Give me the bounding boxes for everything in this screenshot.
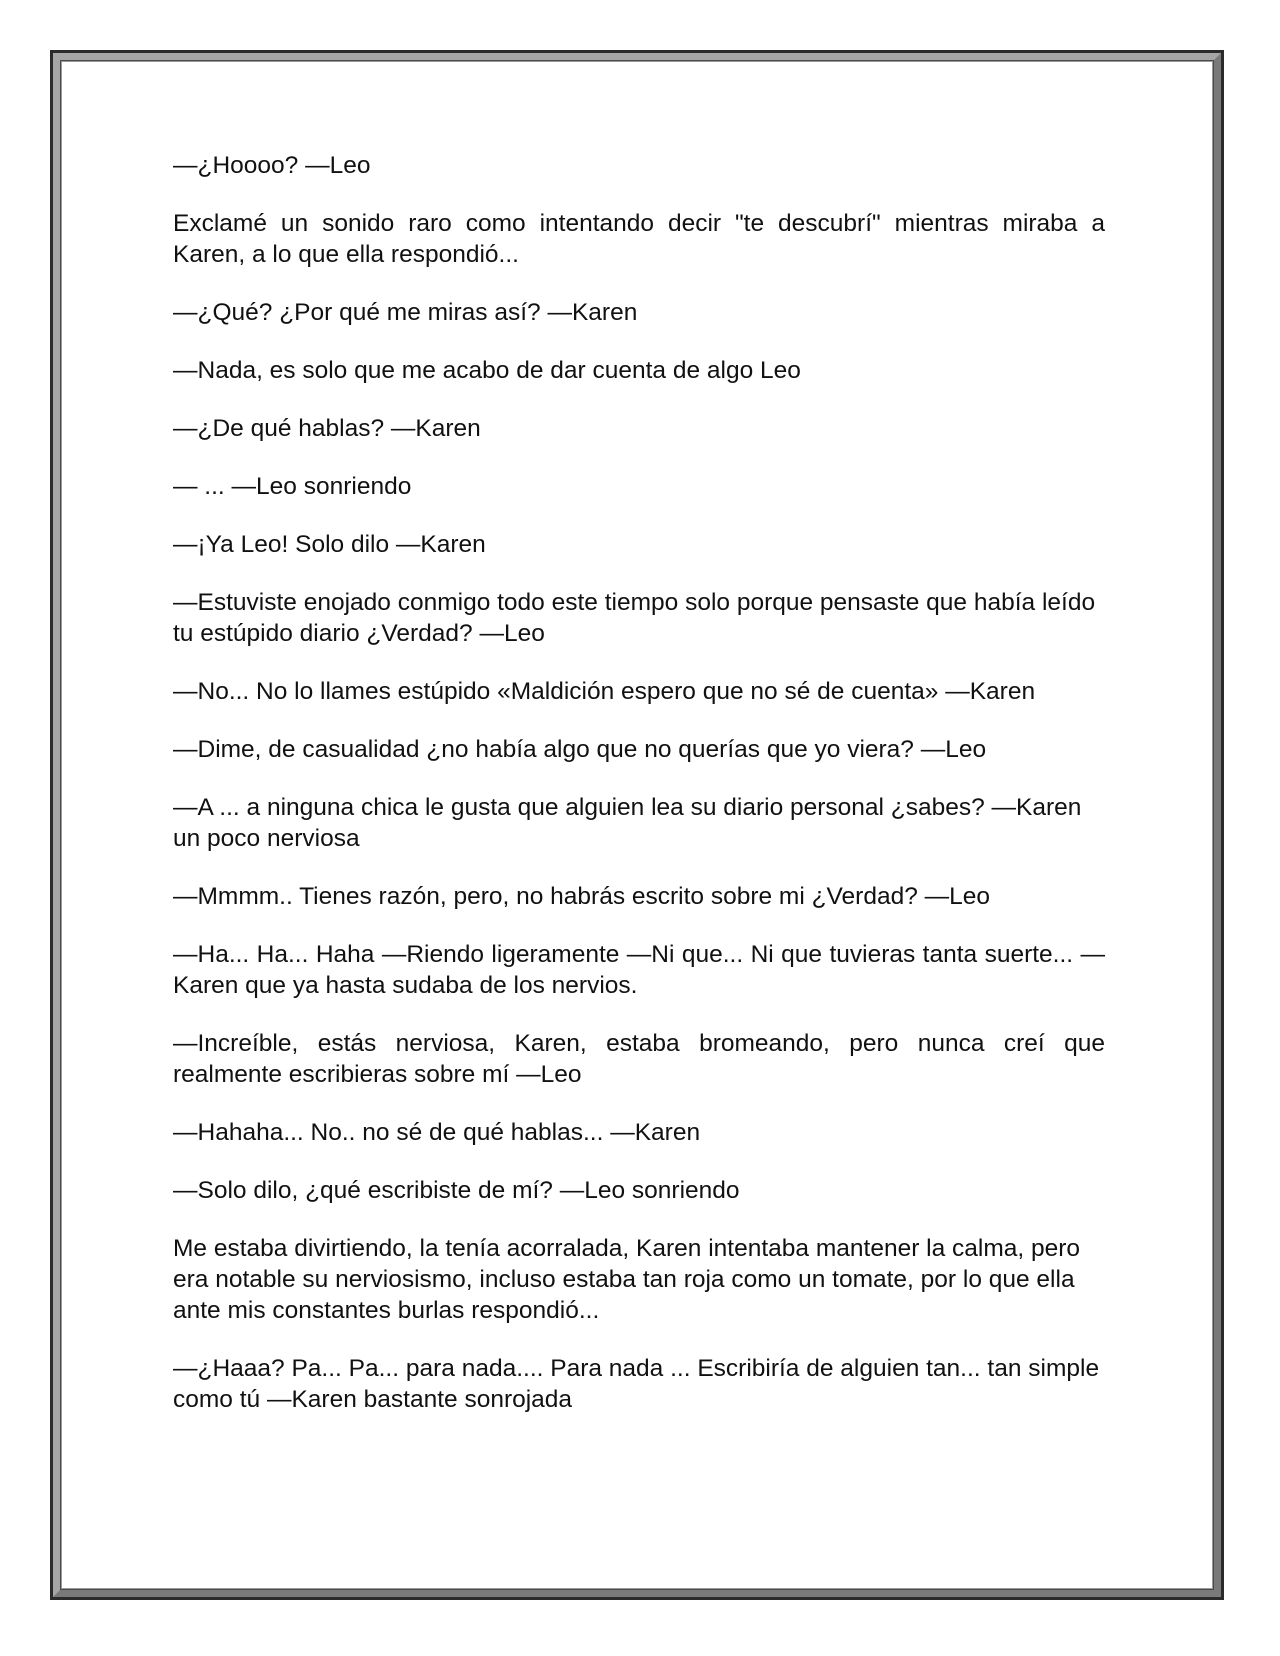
paragraph: —¡Ya Leo! Solo dilo —Karen xyxy=(173,531,486,558)
paragraph: —¿Hoooo? —Leo xyxy=(173,152,371,179)
paragraph: —Nada, es solo que me acabo de dar cuenta de algo Leo xyxy=(173,357,801,384)
paragraph: Me estaba divirtiendo, la tenía acorralada, Karen intentaba mantener la calma, pero era notable su nerviosismo, incluso estaba tan roja como un tomate, por lo que ella ante mis constantes burlas respondió... xyxy=(173,1235,1081,1324)
paragraph: Exclamé un sonido raro como intentando decir "te descubrí" mientras miraba a Karen, a lo que ella respondió... xyxy=(173,210,1105,268)
paragraph: —¿Haaa? Pa... Pa... para nada.... Para nada ... Escribiría de alguien tan... tan simple como tú —Karen bastante sonrojada xyxy=(173,1355,1100,1413)
paragraph: —A ... a ninguna chica le gusta que alguien lea su diario personal ¿sabes? —Karen un poco nerviosa xyxy=(173,794,1082,852)
paragraph: —¿Qué? ¿Por qué me miras así? —Karen xyxy=(173,299,638,326)
paragraph: —Increíble, estás nerviosa, Karen, estaba bromeando, pero nunca creí que realmente escribieras sobre mí —Leo xyxy=(173,1030,1105,1088)
paragraph: —Estuviste enojado conmigo todo este tiempo solo porque pensaste que había leído tu estúpido diario ¿Verdad? —Leo xyxy=(173,589,1096,647)
paragraph: —Hahaha... No.. no sé de qué hablas... —Karen xyxy=(173,1119,701,1146)
paragraph: —Dime, de casualidad ¿no había algo que no querías que yo viera? —Leo xyxy=(173,736,987,763)
paragraph: —Mmmm.. Tienes razón, pero, no habrás escrito sobre mi ¿Verdad? —Leo xyxy=(173,883,991,910)
paragraph: —¿De qué hablas? —Karen xyxy=(173,415,481,442)
paragraph: —Solo dilo, ¿qué escribiste de mí? —Leo sonriendo xyxy=(173,1177,740,1204)
paragraph: —No... No lo llames estúpido «Maldición espero que no sé de cuenta» —Karen xyxy=(173,678,1036,705)
paragraph: —Ha... Ha... Haha —Riendo ligeramente —Ni que... Ni que tuvieras tanta suerte... —Karen que ya hasta sudaba de los nervios. xyxy=(173,941,1105,999)
paragraph: — ... —Leo sonriendo xyxy=(173,473,412,500)
document-body xyxy=(173,150,1105,1442)
